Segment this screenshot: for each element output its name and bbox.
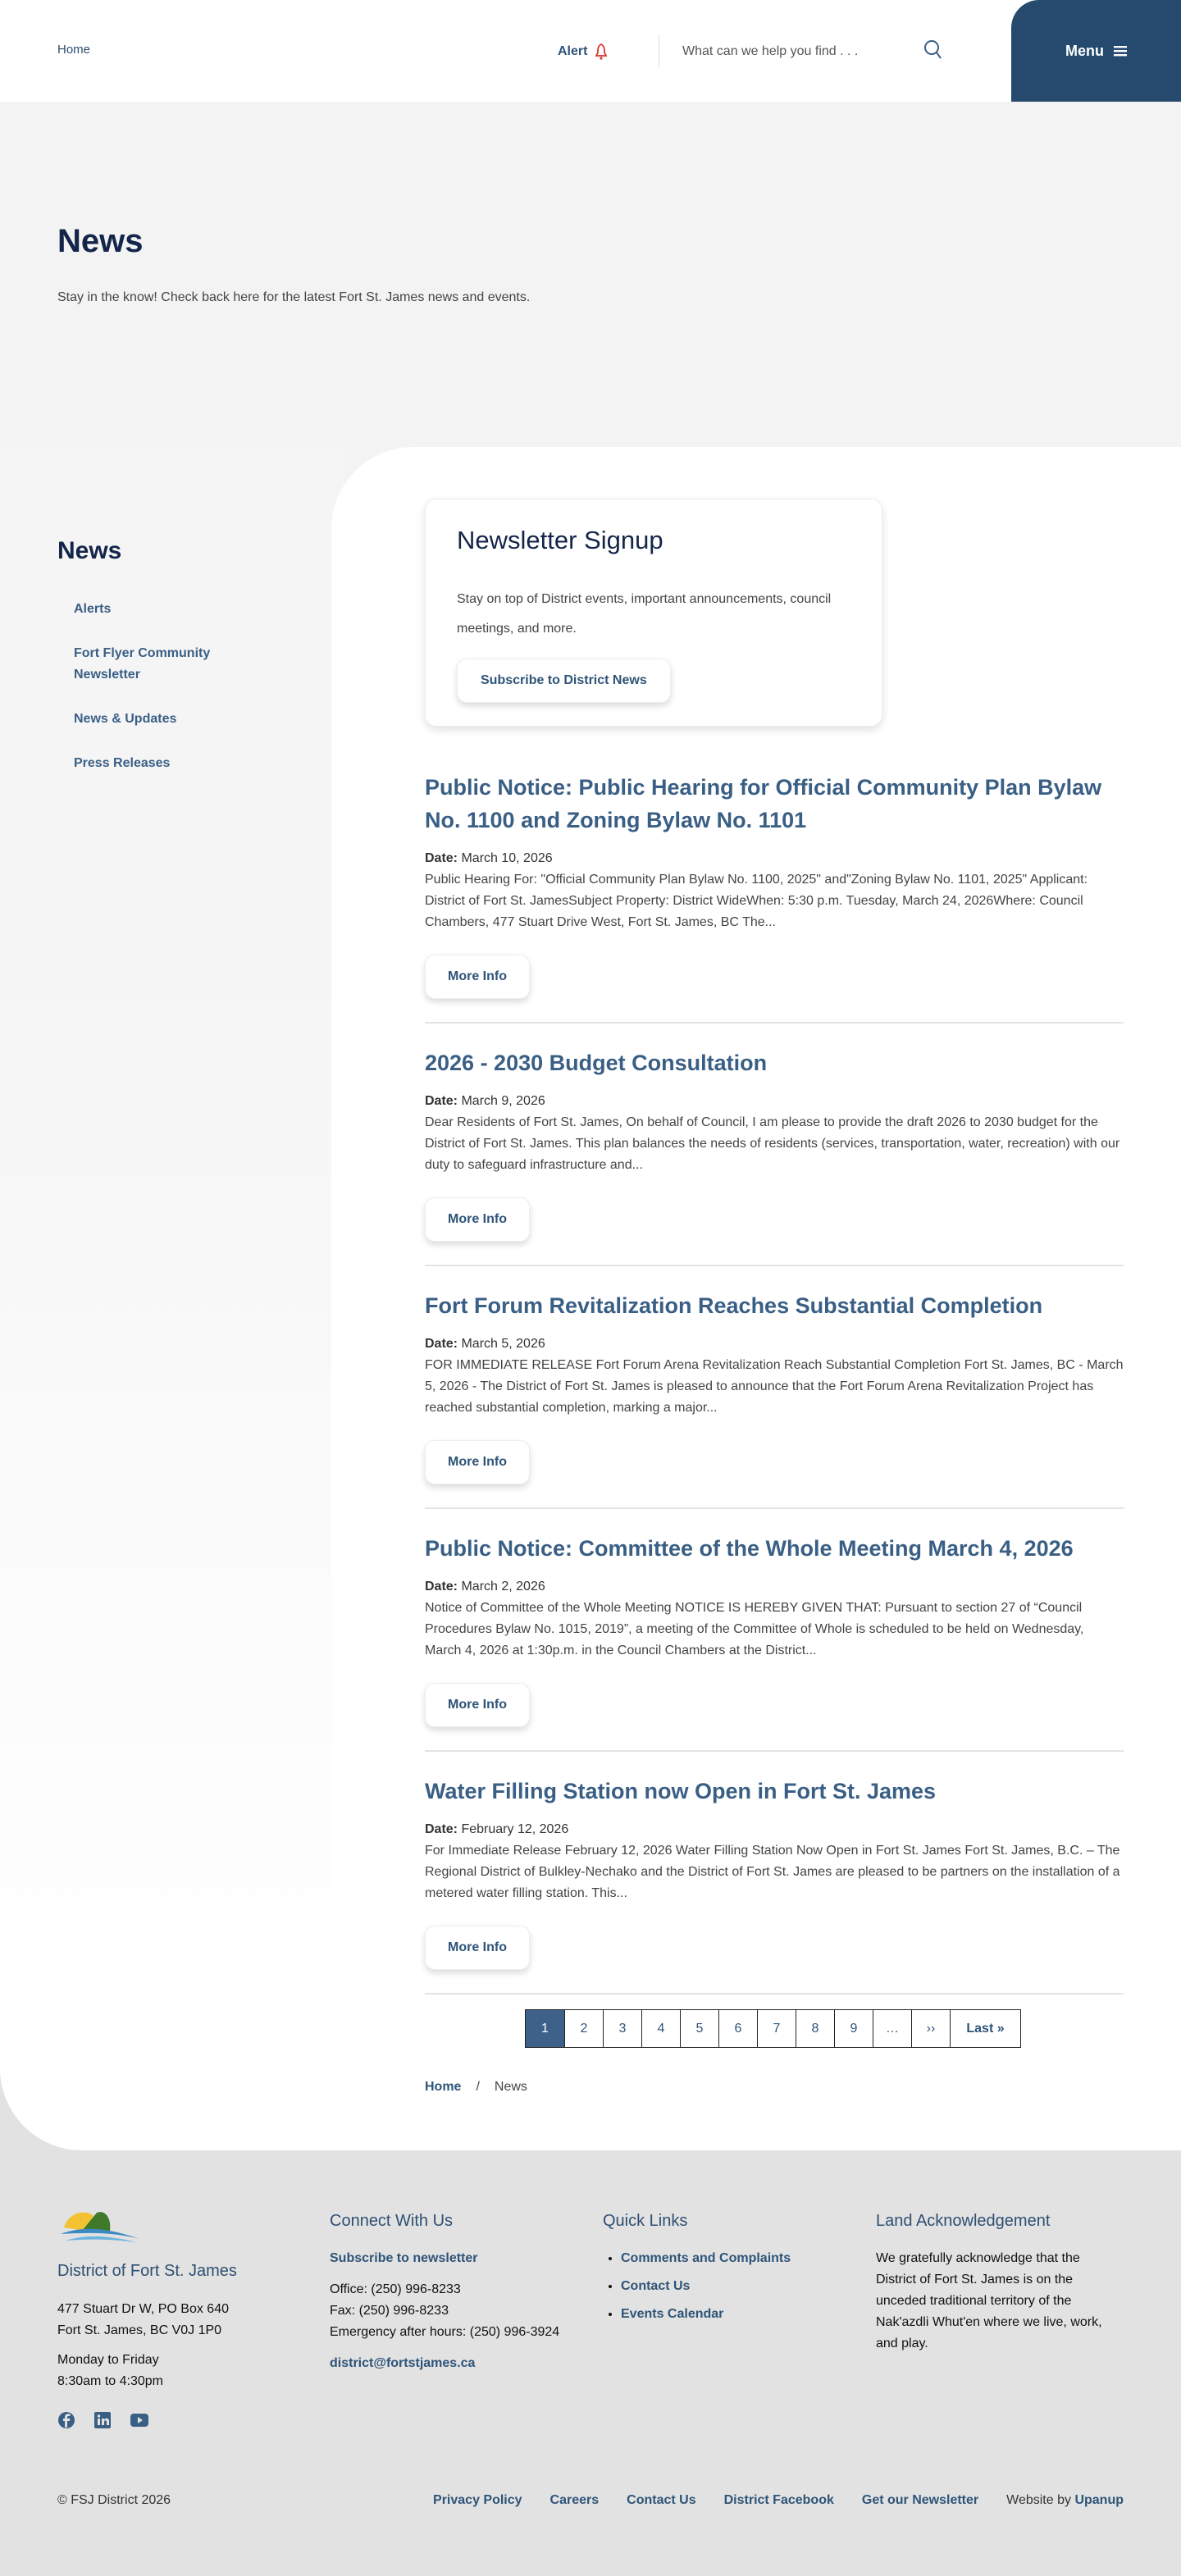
article-item — [425, 1046, 1124, 1266]
more-info-button[interactable]: More Info — [425, 1683, 530, 1727]
subscribe-newsletter-link[interactable]: Subscribe to newsletter — [330, 2251, 478, 2265]
footer-bottom — [57, 2493, 1124, 2508]
copyright: © FSJ District 2026 — [57, 2493, 171, 2507]
page-1[interactable]: 1 — [526, 2010, 564, 2047]
article-title[interactable]: Public Notice: Public Hearing for Official Community Plan Bylaw No. 1100 and Zoning Bylaw No. 1101 — [425, 775, 1102, 832]
sidebar-title: News — [57, 537, 122, 564]
page-5[interactable]: 5 — [680, 2010, 718, 2047]
page-2[interactable]: 2 — [564, 2010, 603, 2047]
article-item — [425, 1532, 1124, 1752]
page-3[interactable]: 3 — [603, 2010, 641, 2047]
newsletter-card — [425, 499, 882, 727]
article-date: March 9, 2026 — [461, 1094, 545, 1108]
breadcrumb-current: News — [494, 2080, 527, 2094]
menu-button[interactable] — [1011, 0, 1181, 102]
footer-connect — [330, 2210, 568, 2374]
footer-land-ack — [876, 2210, 1122, 2355]
page-6[interactable]: 6 — [718, 2010, 757, 2047]
get-newsletter-link[interactable]: Get our Newsletter — [861, 2493, 979, 2507]
address-line-2: Fort St. James, BC V0J 1P0 — [57, 2323, 222, 2337]
article-title[interactable]: 2026 - 2030 Budget Consultation — [425, 1051, 768, 1075]
social-links — [57, 2411, 149, 2429]
menu-label: Menu — [1065, 42, 1104, 59]
sidebar-item-press-releases[interactable]: Press Releases — [74, 756, 171, 770]
linkedin-icon[interactable] — [93, 2411, 112, 2429]
office-phone: Office: (250) 996-8233 — [330, 2282, 461, 2296]
sidebar-nav — [74, 599, 254, 797]
search-icon[interactable] — [923, 39, 943, 65]
next-page[interactable]: ›› — [911, 2010, 950, 2047]
article-date: February 12, 2026 — [461, 1822, 569, 1836]
newsletter-text: Stay on top of District events, important announcements, council meetings, and more. — [457, 592, 832, 636]
page-8[interactable]: 8 — [796, 2010, 834, 2047]
article-title[interactable]: Fort Forum Revitalization Reaches Substantial Completion — [425, 1293, 1043, 1318]
article-item — [425, 1775, 1124, 1995]
alert-label: Alert — [558, 44, 588, 58]
article-date: March 2, 2026 — [461, 1580, 545, 1593]
quick-link-comments[interactable]: Comments and Complaints — [621, 2251, 791, 2265]
quick-link-contact[interactable]: Contact Us — [621, 2279, 691, 2293]
land-ack-text: We gratefully acknowledge that the District of Fort St. James is on the unceded traditional territory of the Nak'azdli Whut'en where we live, work, and play. — [876, 2251, 1102, 2350]
district-logo-icon — [57, 2206, 143, 2245]
page-9[interactable]: 9 — [834, 2010, 873, 2047]
page-4[interactable]: 4 — [641, 2010, 680, 2047]
email-link[interactable]: district@fortstjames.ca — [330, 2356, 476, 2370]
land-ack-heading: Land Acknowledgement — [876, 2212, 1051, 2230]
subscribe-button[interactable]: Subscribe to District News — [457, 659, 671, 703]
home-logo-link[interactable]: Home — [57, 43, 91, 57]
article-excerpt: Dear Residents of Fort St. James, On behalf of Council, I am please to provide the draft 2026 to 2030 budget for the District of Fort St. James. This plan balances the needs of residents (services, transportation, water, recreation) with our duty to safeguard infrastructure and... — [425, 1115, 1120, 1172]
article-excerpt: Public Hearing For: "Official Community Plan Bylaw No. 1100, 2025" and"Zoning Bylaw No. 1101, 2025" Applicant: District of Fort St. JamesSubject Property: District WideWhen: 5:30 p.m. Tuesday, March 24, 2026Where: Council Chambers, 477 Stuart Drive West, Fort St. James, BC The... — [425, 873, 1088, 929]
bell-icon — [594, 43, 609, 61]
more-info-button[interactable]: More Info — [425, 1926, 530, 1970]
hours-time: 8:30am to 4:30pm — [57, 2374, 163, 2388]
website-by-label: Website by — [1006, 2493, 1071, 2507]
article-title[interactable]: Public Notice: Committee of the Whole Meeting March 4, 2026 — [425, 1536, 1074, 1561]
article-item — [425, 771, 1124, 1024]
article-date: March 10, 2026 — [461, 851, 553, 865]
quick-link-events[interactable]: Events Calendar — [621, 2307, 724, 2321]
article-item — [425, 1289, 1124, 1509]
sidebar-item-news-updates[interactable]: News & Updates — [74, 712, 177, 726]
breadcrumb-home[interactable]: Home — [425, 2080, 462, 2094]
address-line-1: 477 Stuart Dr W, PO Box 640 — [57, 2302, 229, 2316]
date-label: Date: — [425, 1337, 458, 1351]
article-excerpt: Notice of Committee of the Whole Meeting NOTICE IS HEREBY GIVEN THAT: Pursuant to section 27 of “Council Procedures Bylaw No. 1015, 2019”, a meeting of the Committee of Whole is scheduled to be held on Wednesday, March 4, 2026 at 1:30p.m. in the Council Chambers at the District... — [425, 1601, 1084, 1657]
footer-logo — [57, 2206, 143, 2250]
sidebar-item-alerts[interactable]: Alerts — [74, 602, 112, 616]
date-label: Date: — [425, 1094, 458, 1108]
footer-quick-links — [603, 2210, 849, 2332]
article-title[interactable]: Water Filling Station now Open in Fort St. James — [425, 1779, 937, 1803]
article-excerpt: For Immediate Release February 12, 2026 Water Filling Station Now Open in Fort St. James Fort St. James, B.C. – The Regional District of Bulkley-Nechako and the District of Fort St. James are pleased to be partners on the installation of a metered water filling station. This... — [425, 1844, 1120, 1900]
pagination — [525, 2009, 1021, 2048]
fax-number: Fax: (250) 996-8233 — [330, 2304, 449, 2318]
hamburger-icon — [1114, 45, 1127, 57]
page-title: News — [57, 223, 144, 259]
sidebar-item-fort-flyer[interactable]: Fort Flyer Community Newsletter — [74, 646, 211, 682]
footer-address — [57, 2299, 229, 2392]
breadcrumb — [425, 2080, 527, 2095]
alert-link[interactable] — [558, 43, 609, 61]
more-info-button[interactable]: More Info — [425, 1197, 530, 1242]
article-excerpt: FOR IMMEDIATE RELEASE Fort Forum Arena Revitalization Reach Substantial Completion Fort St. James, BC - March 5, 2026 - The District of Fort St. James is pleased to announce that the Fort Forum Arena Revitalization Project has reached substantial completion, marking a major... — [425, 1358, 1124, 1415]
footer-org-name: District of Fort St. James — [57, 2262, 237, 2280]
more-info-button[interactable]: More Info — [425, 955, 530, 999]
youtube-icon[interactable] — [130, 2411, 149, 2429]
breadcrumb-separator: / — [476, 2080, 480, 2094]
emergency-phone: Emergency after hours: (250) 996-3924 — [330, 2325, 560, 2339]
date-label: Date: — [425, 851, 458, 865]
upanup-link[interactable]: Upanup — [1074, 2493, 1124, 2507]
search-input[interactable] — [682, 41, 953, 62]
page-subtitle: Stay in the know! Check back here for the latest Fort St. James news and events. — [57, 290, 531, 304]
date-label: Date: — [425, 1580, 458, 1593]
website-credit — [1006, 2493, 1124, 2508]
privacy-policy-link[interactable]: Privacy Policy — [433, 2493, 522, 2507]
more-info-button[interactable]: More Info — [425, 1440, 530, 1484]
date-label: Date: — [425, 1822, 458, 1836]
hours-days: Monday to Friday — [57, 2353, 159, 2367]
contact-us-link[interactable]: Contact Us — [627, 2493, 696, 2507]
page-ellipsis: … — [873, 2010, 911, 2047]
quick-links-heading: Quick Links — [603, 2212, 688, 2230]
site-header — [0, 0, 1181, 102]
page-7[interactable]: 7 — [757, 2010, 796, 2047]
careers-link[interactable]: Careers — [549, 2493, 600, 2507]
connect-heading: Connect With Us — [330, 2212, 454, 2230]
article-list — [425, 771, 1124, 2017]
article-date: March 5, 2026 — [461, 1337, 545, 1351]
last-page[interactable]: Last » — [950, 2010, 1020, 2047]
facebook-icon[interactable] — [57, 2411, 75, 2429]
newsletter-title: Newsletter Signup — [457, 526, 663, 554]
district-facebook-link[interactable]: District Facebook — [723, 2493, 834, 2507]
